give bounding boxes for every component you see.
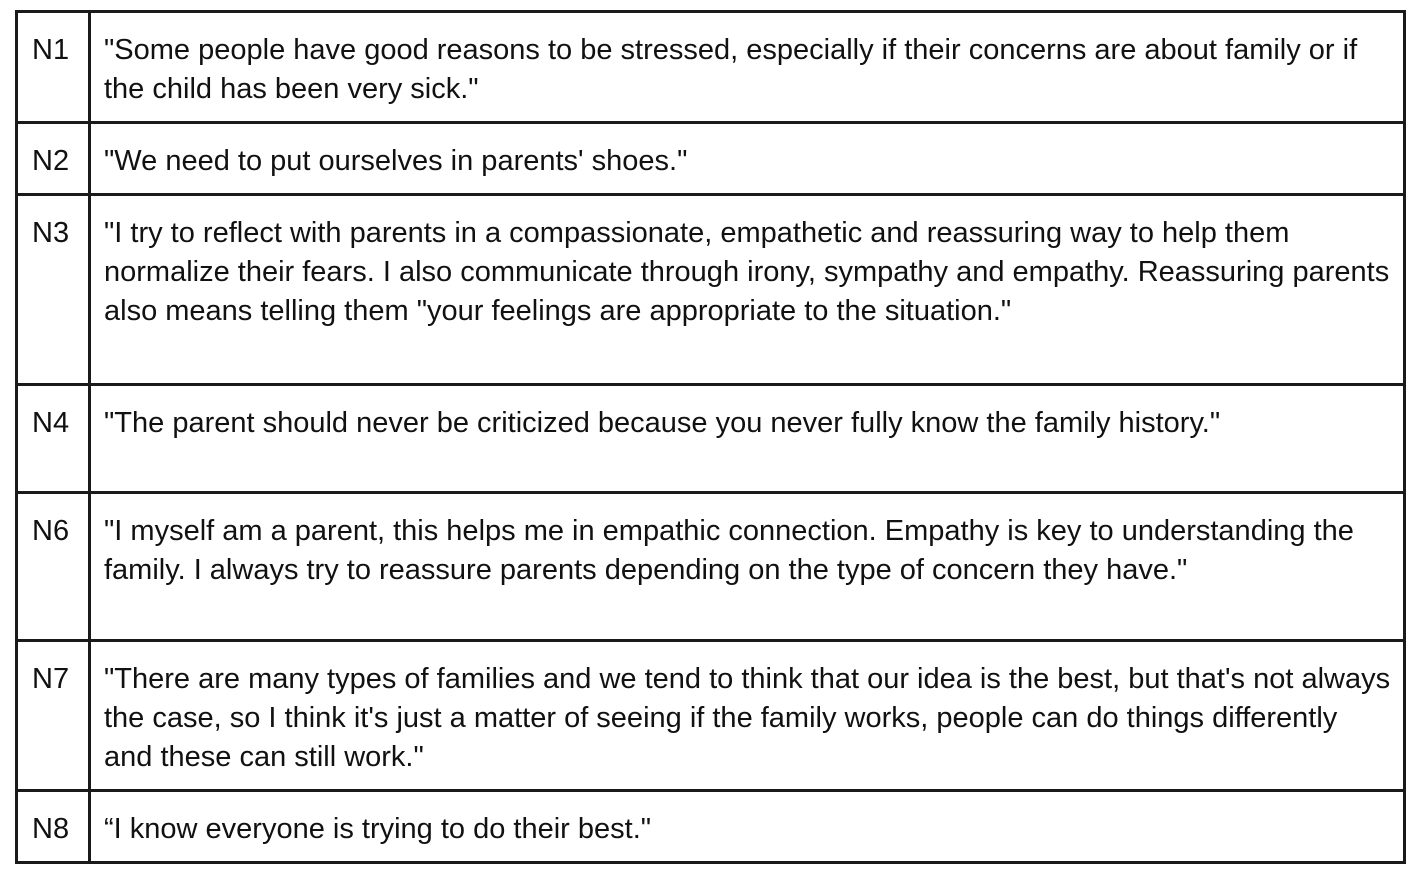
table-row bbox=[17, 12, 1405, 123]
quote-text: “I know everyone is trying to do their best." bbox=[90, 791, 1405, 863]
table-row bbox=[17, 641, 1405, 791]
quote-text: "I try to reflect with parents in a compassionate, empathetic and reassuring way to help them normalize their fears. I also communicate through irony, sympathy and empathy. Reassuring parents also means telling them "your feelings are appropriate to the situation." bbox=[90, 195, 1405, 385]
table-row bbox=[17, 385, 1405, 493]
quote-text: "The parent should never be criticized because you never fully know the family history." bbox=[90, 385, 1405, 493]
quote-text: "We need to put ourselves in parents' shoes." bbox=[90, 123, 1405, 195]
table-row bbox=[17, 791, 1405, 863]
quote-text: "Some people have good reasons to be stressed, especially if their concerns are about family or if the child has been very sick." bbox=[90, 12, 1405, 123]
participant-id: N7 bbox=[17, 641, 90, 791]
table-row bbox=[17, 493, 1405, 641]
quotes-table bbox=[15, 10, 1406, 864]
participant-id: N8 bbox=[17, 791, 90, 863]
participant-id: N6 bbox=[17, 493, 90, 641]
quote-text: "I myself am a parent, this helps me in empathic connection. Empathy is key to understanding the family. I always try to reassure parents depending on the type of concern they have." bbox=[90, 493, 1405, 641]
participant-id: N3 bbox=[17, 195, 90, 385]
quote-text: "There are many types of families and we tend to think that our idea is the best, but that's not always the case, so I think it's just a matter of seeing if the family works, people can do things differently and these can still work." bbox=[90, 641, 1405, 791]
participant-id: N4 bbox=[17, 385, 90, 493]
table-row bbox=[17, 123, 1405, 195]
table-row bbox=[17, 195, 1405, 385]
participant-id: N2 bbox=[17, 123, 90, 195]
participant-id: N1 bbox=[17, 12, 90, 123]
